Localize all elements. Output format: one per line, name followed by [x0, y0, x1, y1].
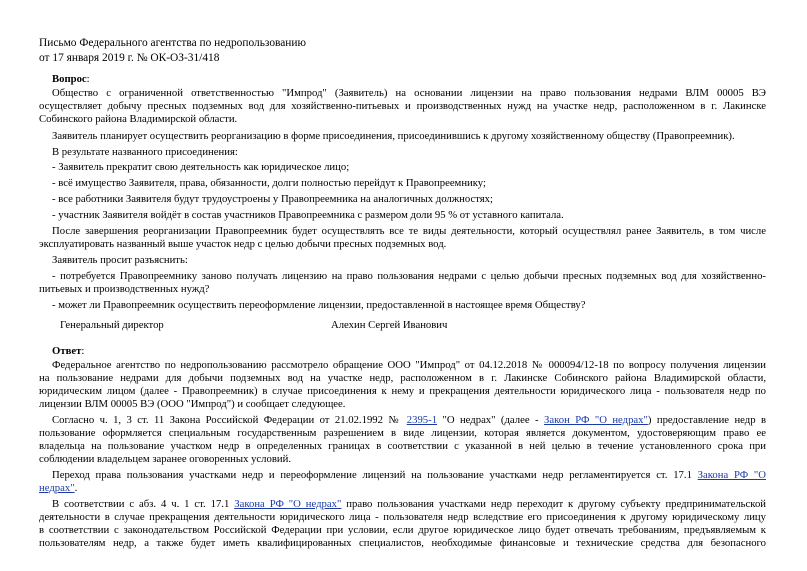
question-paragraph: Общество с ограниченной ответственностью "Импрод" (Заявитель) на основании лицензии на право пользования недрами ВЛМ 00005 ВЭ [52, 87, 766, 99]
list-item: - потребуется Правопреемнику заново получать лицензию на право пользования недрами с целью добычи пресных подземных вод для хозяйственно- [52, 270, 766, 282]
law-2395-1-link[interactable]: 2395-1 [406, 414, 438, 426]
answer-paragraph: недрах". [39, 482, 78, 494]
question-paragraph: В результате названного присоединения: [52, 146, 238, 158]
answer-paragraph: Федеральное агентство по недропользованию рассмотрело обращение ООО "Импрод" от 04.12.2018 № 000094/12-18 по вопросу получения лицензии [52, 359, 766, 371]
letter-date-number: от 17 января 2019 г. № ОК-ОЗ-31/418 [39, 52, 220, 64]
question-paragraph: осуществляет добычу пресных подземных вод для хозяйственно-питьевых и производственных нужд на участке недр, расположенном в г. Лакинске [39, 100, 766, 112]
answer-paragraph: Переход права пользования участками недр и переоформление лицензий на пользование участками недр регламентируется ст. 17.1 Закона РФ "О [52, 469, 766, 481]
list-item: - участник Заявителя войдёт в состав участников Правопреемника с размером доли 95 % от уставного капитала. [52, 209, 564, 221]
question-heading: Вопрос: [52, 73, 90, 85]
signature-name: Алехин Сергей Иванович [331, 319, 448, 331]
answer-paragraph: В соответствии с абз. 4 ч. 1 ст. 17.1 Закона РФ "О недрах" право пользования участками недр переходит к другому субъекту предпринимательской [52, 498, 767, 510]
answer-paragraph: на пользование недрами для добычи подземных вод на участке недр, расположенном в г. Лакинске Собинского района Владимирской области, [39, 372, 766, 384]
law-on-subsoil-link[interactable]: Закона РФ "О недрах" [234, 498, 342, 510]
list-item: - всё имущество Заявителя, права, обязанности, долги полностью перейдут к Правопреемнику; [52, 177, 486, 189]
answer-paragraph: пользование оформляется специальным государственным разрешением в виде лицензии, которая является документом, удостоверяющим право ее [39, 427, 766, 439]
answer-paragraph: юридическим лицом (далее - Правопреемник) в случае присоединения к нему и прекращения деятельности юридического лица - пользователя недр по [39, 385, 766, 397]
list-item: - все работники Заявителя будут трудоустроены у Правопреемника на аналогичных должностях; [52, 193, 493, 205]
signature-title: Генеральный директор [60, 319, 164, 331]
law-on-subsoil-link[interactable]: недрах" [39, 482, 75, 494]
answer-paragraph: лицензии ВЛМ 00005 ВЭ (ООО "Импрод") и сообщает следующее. [39, 398, 346, 410]
answer-paragraph: соблюдении владельцем заранее оговоренных условий. [39, 453, 292, 465]
question-paragraph: Заявитель просит разъяснить: [52, 254, 188, 266]
answer-paragraph: в соответствии с законодательством Российской Федерации при условии, если другое юридическое лицо будет отвечать требованиям, предъявляемым к [39, 524, 766, 536]
question-paragraph: эксплуатировать названный выше участок недр с целью добычи пресных подземных вод. [39, 238, 447, 250]
law-on-subsoil-link[interactable]: Закона РФ "О [697, 469, 766, 481]
question-paragraph: Собинского района Владимирской области. [39, 113, 238, 125]
question-paragraph: После завершения реорганизации Правопреемник будет осуществлять все те виды деятельности, который осуществлял ранее Заявитель, в том числе [52, 225, 766, 237]
answer-paragraph: владельца на пользование участком недр в определенных границах в соответствии с указанной в ней целью в течение установленного срока при [39, 440, 766, 452]
answer-paragraph: пользователям недр, а также будет иметь квалифицированных специалистов, необходимые финансовые и технические средства для безопасного [39, 537, 766, 549]
letter-title: Письмо Федерального агентства по недропользованию [39, 37, 307, 49]
answer-label: Ответ [52, 345, 82, 357]
law-on-subsoil-link[interactable]: Закон РФ "О недрах" [543, 414, 648, 426]
question-paragraph: Заявитель планирует осуществить реорганизацию в форме присоединения, присоединившись к другому хозяйственному обществу (Правопреемник). [52, 130, 735, 142]
list-item: - Заявитель прекратит свою деятельность как юридическое лицо; [52, 161, 350, 173]
answer-heading: Ответ: [52, 345, 85, 357]
list-item: питьевых и производственных нужд? [39, 283, 210, 295]
answer-paragraph: деятельности в случае прекращения деятельности юридического лица - пользователя недр вследствие его присоединения к другому юридическому лицу [39, 511, 766, 523]
list-item: - может ли Правопреемник осуществить переоформление лицензии, предоставленной в настоящее время Обществу? [52, 299, 586, 311]
question-label: Вопрос [52, 73, 87, 85]
answer-paragraph: Согласно ч. 1, 3 ст. 11 Закона Российской Федерации от 21.02.1992 № 2395-1 "О недрах" (далее - Закон РФ "О недрах") предоставление недр в [52, 414, 767, 426]
